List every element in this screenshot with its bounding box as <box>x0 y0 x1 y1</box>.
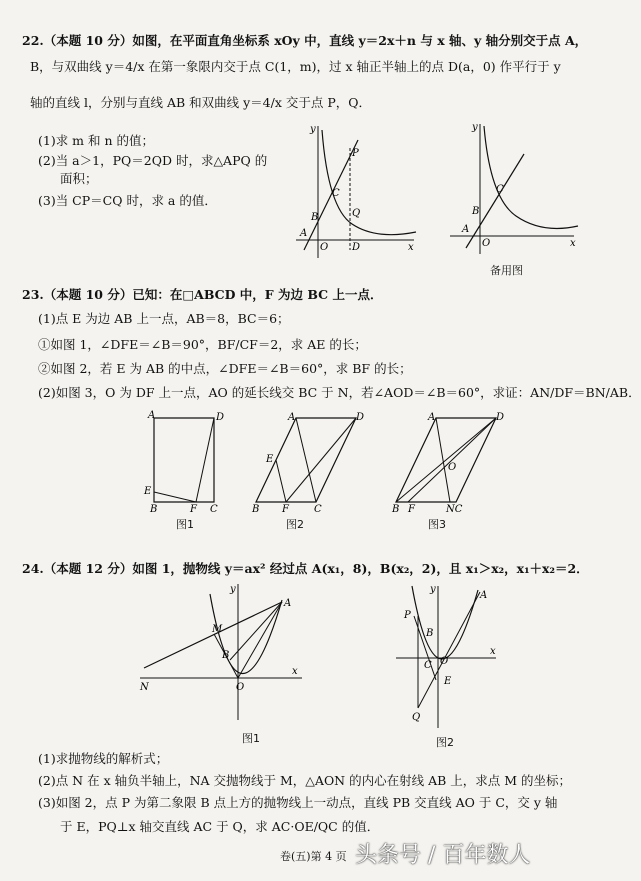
q24-sub-1: (1)求抛物线的解析式； <box>38 751 169 766</box>
svg-text:B: B <box>222 650 230 661</box>
svg-text:D: D <box>356 412 365 423</box>
svg-text:P: P <box>352 148 359 159</box>
svg-text:N: N <box>140 682 149 693</box>
svg-text:B: B <box>252 504 260 515</box>
svg-text:A: A <box>148 410 156 421</box>
svg-text:B: B <box>392 504 400 515</box>
q23-figure-3 <box>392 410 505 519</box>
svg-text:F: F <box>282 504 289 515</box>
svg-text:B: B <box>426 628 434 639</box>
page-footer: 卷(五)第 4 页 <box>280 850 347 863</box>
q23-line-1: 23.（本题 10 分）已知：在□ABCD 中，F 为边 BC 上一点． <box>22 287 383 302</box>
svg-text:P: P <box>404 610 411 621</box>
svg-text:y: y <box>472 122 478 133</box>
q24-figure-2 <box>396 580 506 734</box>
svg-text:O: O <box>236 682 245 693</box>
svg-text:B: B <box>472 206 480 217</box>
q24-sub-3b: 于 E，PQ⊥x 轴交直线 AC 于 Q，求 AC·OE/QC 的值． <box>60 819 380 834</box>
q24-sub-2: (2)点 N 在 x 轴负半轴上，NA 交抛物线于 M，△AON 的内心在射线 AB 上，求点 M 的坐标； <box>38 773 572 788</box>
svg-text:A: A <box>480 590 488 601</box>
q22-sub-2: (2)当 a＞1，PQ＝2QD 时，求△APQ 的 <box>38 153 268 168</box>
svg-text:C: C <box>424 660 432 671</box>
q24-sub-3: (3)如图 2，点 P 为第二象限 B 点上方的抛物线上一动点，直线 PB 交直线 AO 于 C，交 y 轴 <box>38 795 558 810</box>
svg-text:x: x <box>490 646 496 657</box>
svg-text:F: F <box>408 504 415 515</box>
watermark: 头条号 / 百年数人 <box>355 843 531 868</box>
q22-spare-caption: 备用图 <box>490 264 523 277</box>
svg-text:A: A <box>462 224 470 235</box>
svg-text:x: x <box>292 666 298 677</box>
svg-text:C: C <box>332 188 340 199</box>
svg-text:A: A <box>300 228 308 239</box>
svg-text:A: A <box>428 412 436 423</box>
q23-figure-1 <box>140 410 235 519</box>
q23-caption-1: 图1 <box>176 518 194 531</box>
q24-caption-1: 图1 <box>242 732 260 745</box>
q22-line-3: 轴的直线 l，分别与直线 AB 和双曲线 y＝4/x 交于点 P，Q． <box>30 95 371 110</box>
svg-text:NC: NC <box>446 504 463 515</box>
svg-text:Q: Q <box>352 208 361 219</box>
q22-sub-1: (1)求 m 和 n 的值； <box>38 133 155 148</box>
svg-text:Q: Q <box>412 712 421 723</box>
svg-text:M: M <box>212 624 223 635</box>
q23-line-5: (2)如图 3，O 为 DF 上一点，AO 的延长线交 BC 于 N，若∠AOD＝∠B＝60°，求证：AN/DF＝BN/AB． <box>38 385 641 400</box>
q22-sub-2b: 面积； <box>60 171 98 186</box>
svg-text:E: E <box>444 676 452 687</box>
q24-line-1: 24.（本题 12 分）如图 1，抛物线 y＝ax² 经过点 A(x₁，8)，B(x₂，2)，且 x₁＞x₂，x₁＋x₂＝2． <box>22 561 589 576</box>
q23-line-3: ①如图 1，∠DFE＝∠B＝90°，BF/CF＝2，求 AE 的长； <box>38 337 367 352</box>
q22-figure <box>296 118 426 262</box>
svg-text:x: x <box>408 242 414 253</box>
svg-text:y: y <box>430 584 436 595</box>
q22-spare-figure <box>450 118 580 262</box>
svg-text:E: E <box>266 454 274 465</box>
svg-text:D: D <box>216 412 225 423</box>
svg-text:A: A <box>284 598 292 609</box>
svg-text:x: x <box>570 238 576 249</box>
svg-text:O: O <box>448 462 457 473</box>
svg-text:O: O <box>482 238 491 249</box>
q22-label-y: y <box>310 124 316 135</box>
svg-text:O: O <box>440 656 449 667</box>
svg-text:D: D <box>352 242 361 253</box>
q23-figure-2 <box>252 410 365 519</box>
svg-text:B: B <box>150 504 158 515</box>
q23-caption-2: 图2 <box>286 518 304 531</box>
q24-caption-2: 图2 <box>436 736 454 749</box>
svg-text:C: C <box>210 504 218 515</box>
q24-figure-1 <box>140 580 310 734</box>
svg-text:C: C <box>496 184 504 195</box>
svg-text:A: A <box>288 412 296 423</box>
svg-text:C: C <box>314 504 322 515</box>
svg-text:F: F <box>190 504 197 515</box>
q23-line-4: ②如图 2，若 E 为 AB 的中点，∠DFE＝∠B＝60°，求 BF 的长； <box>38 361 412 376</box>
q22-line-2: B，与双曲线 y＝4/x 在第一象限内交于点 C(1，m)，过 x 轴正半轴上的点 D(a，0) 作平行于 y <box>30 59 561 74</box>
svg-text:B: B <box>311 212 319 223</box>
svg-text:y: y <box>230 584 236 595</box>
svg-text:E: E <box>144 486 152 497</box>
svg-text:O: O <box>320 242 329 253</box>
q23-line-2: (1)点 E 为边 AB 上一点，AB＝8，BC＝6； <box>38 311 290 326</box>
q23-caption-3: 图3 <box>428 518 446 531</box>
q22-sub-3: (3)当 CP＝CQ 时，求 a 的值． <box>38 193 217 208</box>
svg-text:D: D <box>496 412 505 423</box>
q22-line-1: 22.（本题 10 分）如图，在平面直角坐标系 xOy 中，直线 y＝2x＋n 与 x 轴、y 轴分别交于点 A， <box>22 33 588 48</box>
